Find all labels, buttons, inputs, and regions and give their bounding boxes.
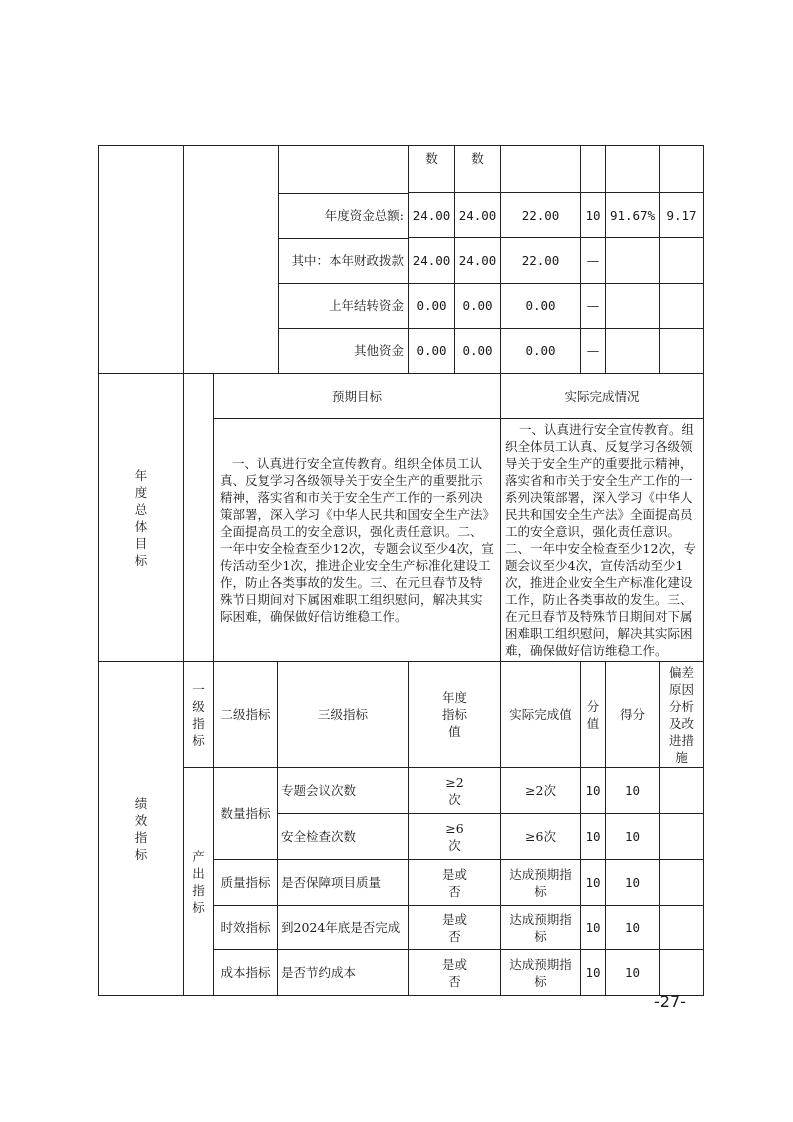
funds-total-c: 22.00 [501,193,581,238]
output-indicator-label: 产出指标 [184,768,214,996]
funds-header-a: 数 [409,146,455,193]
row-target: 是或否 [409,906,501,950]
funds-header-row [99,146,704,193]
funds-fiscal-a: 24.00 [409,238,455,283]
funds-carry-e [606,283,660,328]
header-target: 年度指标值 [409,662,501,768]
funds-total-b: 24.00 [455,193,501,238]
funds-other-c: 0.00 [501,328,581,373]
funds-other-f [660,328,704,373]
funds-total-a: 24.00 [409,193,455,238]
funds-carry-b: 0.00 [455,283,501,328]
row-weight: 10 [581,950,606,996]
row-weight: 10 [581,906,606,950]
funds-total-d: 10 [581,193,606,238]
funds-carry-f [660,283,704,328]
row-level3: 安全检查次数 [278,814,409,860]
actual-goal-text: 一、认真进行安全宣传教育。组织全体员工认真、反复学习各级领导关于安全生产的重要批示精神，落实省和市关于安全生产工作的一系列决策部署，深入学习《中华人民共和国安全生产法》全面提高员工的安全意识，强化责任意识。二、一年中安全检查至少12次，专题会议至少4次，宣传活动至少1次，推进企业安全生产标准化建设工作，防止各类事故的发生。三、在元旦春节及特殊节日期间对下属困难职工组织慰问，解决其实际困难，确保做好信访维稳工作。 [501,419,704,662]
group-quantity: 数量指标 [214,768,278,860]
funds-fiscal-e [606,238,660,283]
header-actual: 实际完成值 [501,662,581,768]
funds-other-a: 0.00 [409,328,455,373]
row-target: ≥2次 [409,768,501,814]
row-level3: 到2024年底是否完成 [278,906,409,950]
row-score: 10 [606,906,660,950]
row-weight: 10 [581,860,606,906]
row-level3: 专题会议次数 [278,768,409,814]
perf-header-row [99,662,704,768]
row-weight: 10 [581,768,606,814]
funds-other-d: — [581,328,606,373]
funds-fiscal-d: — [581,238,606,283]
row-level3: 是否节约成本 [278,950,409,996]
row-target: 是或否 [409,860,501,906]
row-actual: 达成预期指标 [501,950,581,996]
table-row [99,768,704,814]
funds-total-e: 91.67% [606,193,660,238]
header-level3: 三级指标 [278,662,409,768]
header-weight: 分值 [581,662,606,768]
group-timeliness: 时效指标 [214,906,278,950]
row-weight: 10 [581,814,606,860]
funds-fiscal-c: 22.00 [501,238,581,283]
funds-other-b: 0.00 [455,328,501,373]
funds-carry-a: 0.00 [409,283,455,328]
funds-fiscal-b: 24.00 [455,238,501,283]
row-score: 10 [606,768,660,814]
row-actual: 达成预期指标 [501,860,581,906]
funds-carry-d: — [581,283,606,328]
perf-section-label: 绩效指标 [99,662,184,996]
row-actual: ≥6次 [501,814,581,860]
row-score: 10 [606,860,660,906]
row-actual: 达成预期指标 [501,906,581,950]
row-target: ≥6次 [409,814,501,860]
expected-header: 预期目标 [214,374,501,419]
header-deviation: 偏差原因分析及改进措施 [660,662,704,768]
expected-goal-text: 一、认真进行安全宣传教育。组织全体员工认真、反复学习各级领导关于安全生产的重要批示精神，落实省和市关于安全生产工作的一系列决策部署，深入学习《中华人民共和国安全生产法》全面提高员工的安全意识，强化责任意识。二、一年中安全检查至少12次，专题会议至少4次，宣传活动至少1次，推进企业安全生产标准化建设工作，防止各类事故的发生。三、在元旦春节及特殊节日期间对下属困难职工组织慰问，解决其实际困难，确保做好信访维稳工作。 [214,419,501,662]
funds-row-label: 年度资金总额: [324,208,405,223]
group-cost: 成本指标 [214,950,278,996]
row-target: 是或否 [409,950,501,996]
actual-header: 实际完成情况 [501,374,704,419]
header-level1: 一级指标 [184,662,214,768]
header-score: 得分 [606,662,660,768]
row-actual: ≥2次 [501,768,581,814]
funds-spacer [184,146,409,374]
funds-row-label: 其他资金 [354,343,405,358]
page-number: -27- [654,992,686,1011]
group-quality: 质量指标 [214,860,278,906]
funds-fiscal-f [660,238,704,283]
row-score: 10 [606,950,660,996]
goals-section-label: 年度总体目标 [99,374,184,662]
funds-carry-c: 0.00 [501,283,581,328]
performance-table [98,145,704,996]
row-score: 10 [606,814,660,860]
funds-total-f: 9.17 [660,193,704,238]
row-level3: 是否保障项目质量 [278,860,409,906]
goals-header-row [99,374,704,419]
header-level2: 二级指标 [214,662,278,768]
funds-row-label: 其中：本年财政拨款 [291,253,405,268]
funds-left-cell [99,146,184,374]
funds-row-label: 上年结转资金 [329,298,405,313]
funds-header-b: 数 [455,146,501,193]
funds-other-e [606,328,660,373]
